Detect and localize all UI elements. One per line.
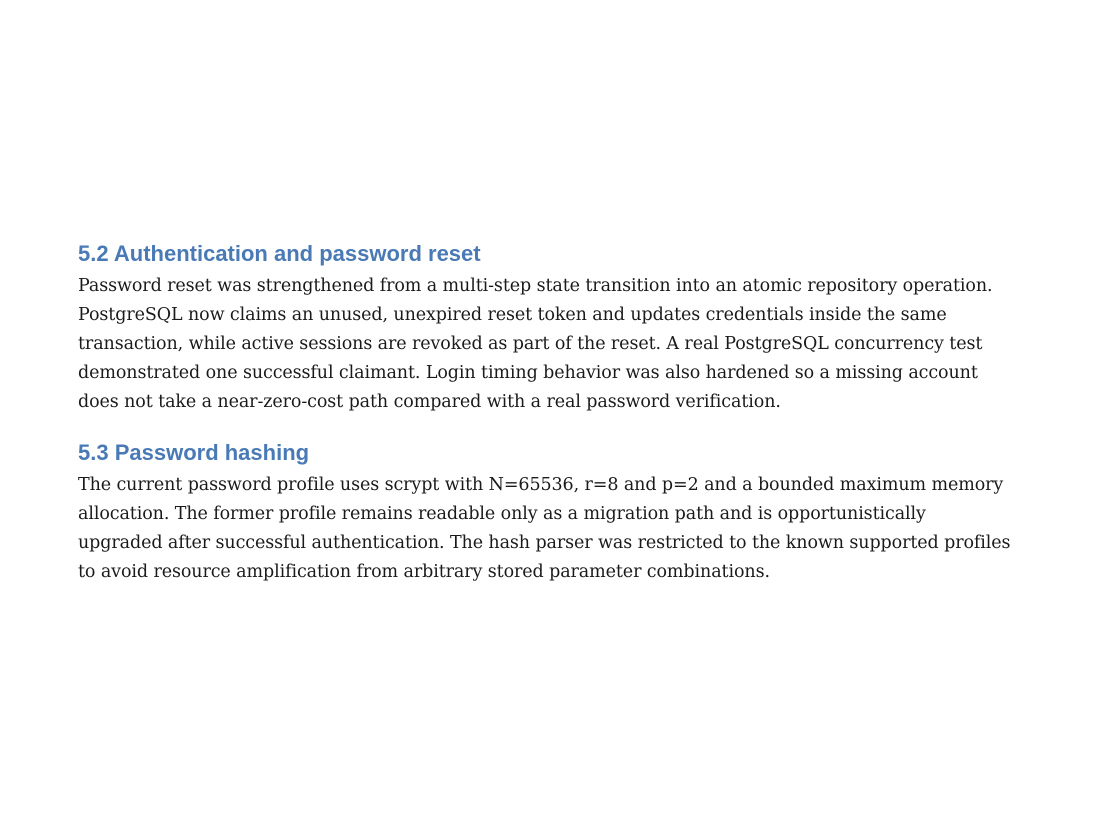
paragraph-line: demonstrated one successful claimant. Login timing behavior was also hardened so a missing account <box>78 363 978 383</box>
paragraph-line: to avoid resource amplification from arbitrary stored parameter combinations. <box>78 562 770 582</box>
paragraph-line: transaction, while active sessions are revoked as part of the reset. A real PostgreSQL concurrency test <box>78 334 983 354</box>
paragraph-line: allocation. The former profile remains readable only as a migration path and is opportunistically <box>78 504 926 524</box>
section-paragraph <box>78 272 1023 417</box>
paragraph-line: Password reset was strengthened from a multi-step state transition into an atomic repository operation. <box>78 276 993 296</box>
section-password-hashing <box>78 439 1023 587</box>
paragraph-line: upgraded after successful authentication. The hash parser was restricted to the known supported profiles <box>78 533 1011 553</box>
paragraph-line: PostgreSQL now claims an unused, unexpired reset token and updates credentials inside the same <box>78 305 947 325</box>
paragraph-line: The current password profile uses scrypt with N=65536, r=8 and p=2 and a bounded maximum memory <box>78 475 1004 495</box>
document-content <box>78 240 1023 587</box>
section-paragraph <box>78 471 1023 587</box>
section-authentication <box>78 240 1023 417</box>
section-heading: 5.3 Password hashing <box>78 440 310 465</box>
section-heading: 5.2 Authentication and password reset <box>78 241 481 266</box>
paragraph-line: does not take a near-zero-cost path compared with a real password verification. <box>78 392 781 412</box>
